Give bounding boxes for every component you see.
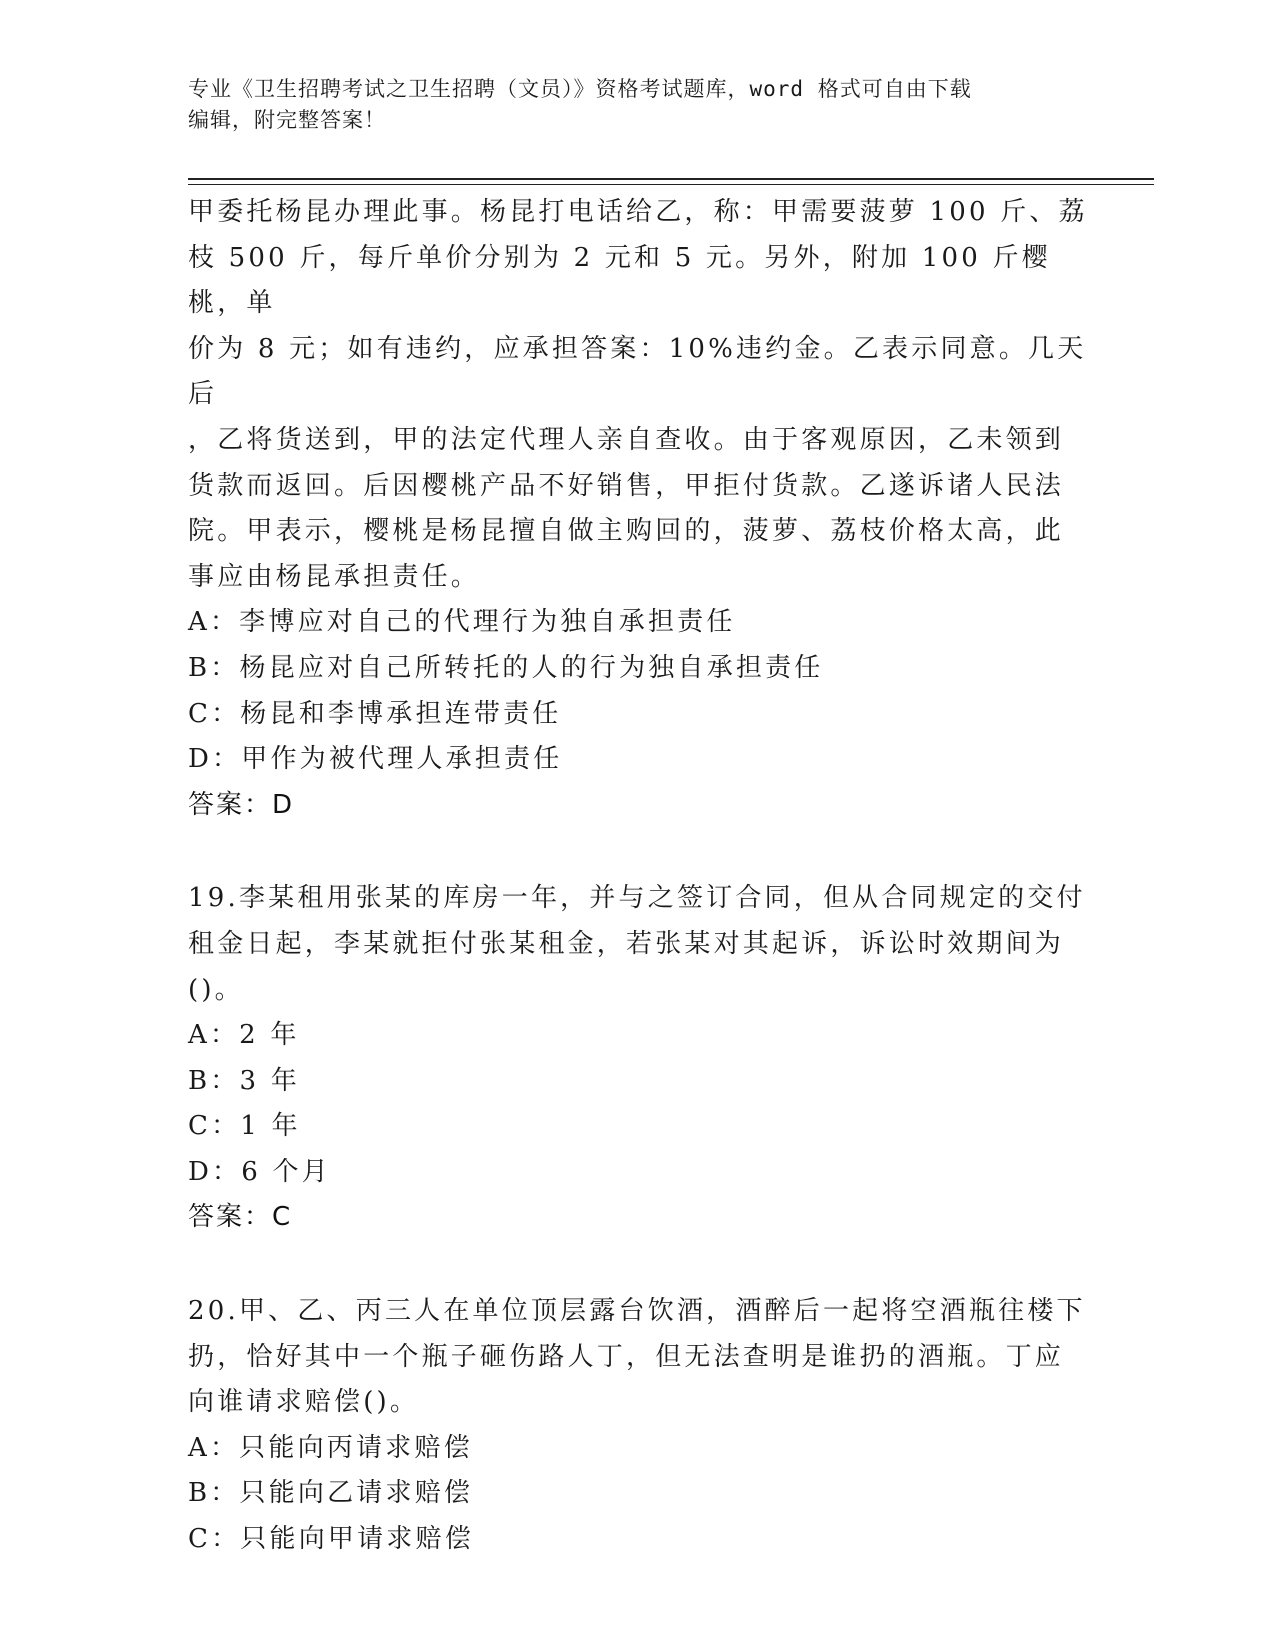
option-c: C：只能向甲请求赔偿 [188, 1524, 474, 1555]
question-stem-line: 价为 8 元；如有违约，应承担答案：10%违约金。乙表示同意。几天后 [188, 333, 1087, 410]
question-20 [188, 1289, 1088, 1563]
document-body [188, 190, 1088, 1563]
question-stem-line: 20.甲、乙、丙三人在单位顶层露台饮酒，酒醉后一起将空酒瓶往楼下 [188, 1296, 1086, 1327]
option-b: B：杨昆应对自己所转托的人的行为独自承担责任 [188, 652, 824, 683]
question-19 [188, 876, 1088, 1241]
header-divider-thick [188, 178, 1154, 180]
option-a: A：2 年 [188, 1020, 300, 1051]
answer-line: 答案：D [188, 789, 295, 820]
question-spacer [188, 828, 1088, 876]
question-stem-line: 枝 500 斤，每斤单价分别为 2 元和 5 元。另外，附加 100 斤樱桃，单 [188, 242, 1051, 319]
question-stem-line: ，乙将货送到，甲的法定代理人亲自查收。由于客观原因，乙未领到 [188, 424, 1065, 455]
question-18 [188, 190, 1088, 828]
header-line-1: 专业《卫生招聘考试之卫生招聘（文员）》资格考试题库，word 格式可自由下载 [188, 77, 972, 101]
answer-line: 答案：C [188, 1202, 293, 1233]
question-spacer [188, 1241, 1088, 1289]
option-c: C：杨昆和李博承担连带责任 [188, 698, 562, 729]
question-stem-line: 甲委托杨昆办理此事。杨昆打电话给乙，称：甲需要菠萝 100 斤、荔 [188, 197, 1088, 227]
option-d: D：6 个月 [188, 1156, 331, 1187]
header-line-2: 编辑，附完整答案！ [188, 108, 386, 132]
option-a: A：只能向丙请求赔偿 [188, 1432, 473, 1463]
question-stem-line: 院。甲表示，樱桃是杨昆擅自做主购回的，菠萝、荔枝价格太高，此 [188, 516, 1065, 547]
question-stem-line: 租金日起，李某就拒付张某租金，若张某对其起诉，诉讼时效期间为 [188, 928, 1065, 959]
option-b: B：3 年 [188, 1065, 300, 1096]
question-stem-line: 19.李某租用张某的库房一年，并与之签订合同，但从合同规定的交付 [188, 883, 1086, 914]
option-a: A：李博应对自己的代理行为独自承担责任 [188, 607, 736, 638]
question-stem-line: 货款而返回。后因樱桃产品不好销售，甲拒付货款。乙遂诉诸人民法 [188, 470, 1065, 501]
option-c: C：1 年 [188, 1111, 301, 1142]
option-b: B：只能向乙请求赔偿 [188, 1478, 474, 1509]
question-stem-line: 事应由杨昆承担责任。 [188, 561, 481, 592]
question-stem-line: ()。 [188, 974, 244, 1005]
question-stem-line: 向谁请求赔偿()。 [188, 1387, 420, 1418]
option-d: D：甲作为被代理人承担责任 [188, 744, 563, 775]
header-divider-thin [188, 184, 1154, 185]
question-stem-line: 扔，恰好其中一个瓶子砸伤路人丁，但无法查明是谁扔的酒瓶。丁应 [188, 1341, 1065, 1372]
document-header [188, 74, 1088, 136]
